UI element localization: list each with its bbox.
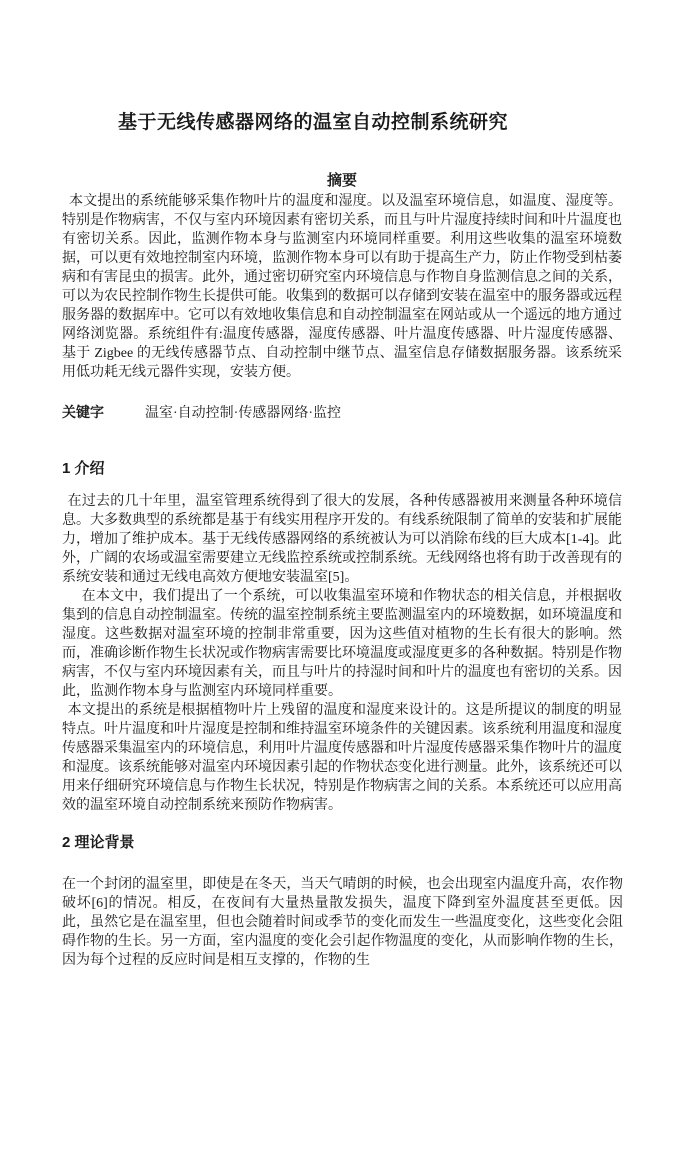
abstract-text: 本文提出的系统能够采集作物叶片的温度和湿度。以及温室环境信息，如温度、湿度等。特别是作物病害，不仅与室内环境因素有密切关系，而且与叶片湿度持续时间和叶片温度也有密切关系。因此，监测作物本身与监测室内环境同样重要。利用这些收集的温室环境数据，可以更有效地控制室内环境，监测作物本身可以有助于提高生产力，防止作物受到枯萎病和有害昆虫的损害。此外，通过密切研究室内环境信息与作物自身监测信息之间的关系，可以为农民控制作物生长提供可能。收集到的数据可以存储到安装在温室中的服务器或远程服务器的数据库中。它可以有效地收集信息和自动控制温室在网站或从一个遥远的地方通过网络浏览器。系统组件有:温度传感器，湿度传感器、叶片温度传感器、叶片湿度传感器、基于 Zigbee 的无线传感器节点、自动控制中继节点、温室信息存储数据服务器。该系统采用低功耗无线元器件实现，安装方便。 [62, 194, 622, 380]
abstract-heading: 摘要 [326, 172, 357, 189]
paper-title: 基于无线传感器网络的温室自动控制系统研究 [117, 112, 508, 133]
section-1-heading: 1 介绍 [62, 460, 105, 477]
section-2-body [62, 875, 623, 970]
section-1-paragraph-1: 在过去的几十年里，温室管理系统得到了很大的发展，各种传感器被用来测量各种环境信息。大多数典型的系统都是基于有线实用程序开发的。有线系统限制了简单的安装和扩展能力，增加了维护成本。基于无线传感器网络的系统被认为可以消除布线的巨大成本[1-4]。此外，广阔的农场或温室需要建立无线监控系统或控制系统。无线网络也将有助于改善现有的系统安装和通过无线电高效方便地安装温室[5]。 [62, 494, 622, 585]
keywords-row [62, 403, 622, 423]
keywords-label: 关键字 [62, 404, 104, 420]
keywords-value: 温室·自动控制·传感器网络·监控 [145, 406, 341, 421]
section-1-paragraph-3: 本文提出的系统是根据植物叶片上残留的温度和湿度来设计的。这是所提议的制度的明显特点。叶片温度和叶片湿度是控制和维持温室环境条件的关键因素。该系统利用温度和湿度传感器采集温室内的环境信息，利用叶片温度传感器和叶片湿度传感器采集作物叶片的温度和湿度。该系统能够对温室内环境因素引起的作物状态变化进行测量。此外，该系统还可以用来仔细研究环境信息与作物生长状况，特别是作物病害之间的关系。本系统还可以应用高效的温室环境自动控制系统来预防作物病害。 [62, 703, 622, 813]
section-1-paragraph-2: 在本文中，我们提出了一个系统，可以收集温室环境和作物状态的相关信息，并根据收集到的信息自动控制温室。传统的温室控制系统主要监测温室内的环境数据，如环境温度和湿度。这些数据对温室环境的控制非常重要，因为这些值对植物的生长有很大的影响。然而，准确诊断作物生长状况或作物病害需要比环境温度或湿度更多的各种数据。特别是作物病害，不仅与室内环境因素有关，而且与叶片的持湿时间和叶片的温度也有密切的关系。因此，监测作物本身与监测室内环境同样重要。 [62, 589, 622, 699]
section-1-body [62, 492, 622, 830]
section-2-paragraph-1: 在一个封闭的温室里，即使是在冬天，当天气晴朗的时候，也会出现室内温度升高，农作物破坏[6]的情况。相反，在夜间有大量热量散发损失，温度下降到室外温度甚至更低。因此，虽然它是在温室里，但也会随着时间或季节的变化而发生一些温度变化，这些变化会阻碍作物的生长。另一方面，室内温度的变化会引起作物温度的变化，从而影响作物的生长，因为每个过程的反应时间是相互支撑的，作物的生 [62, 877, 623, 968]
section-2-heading: 2 理论背景 [62, 834, 135, 851]
